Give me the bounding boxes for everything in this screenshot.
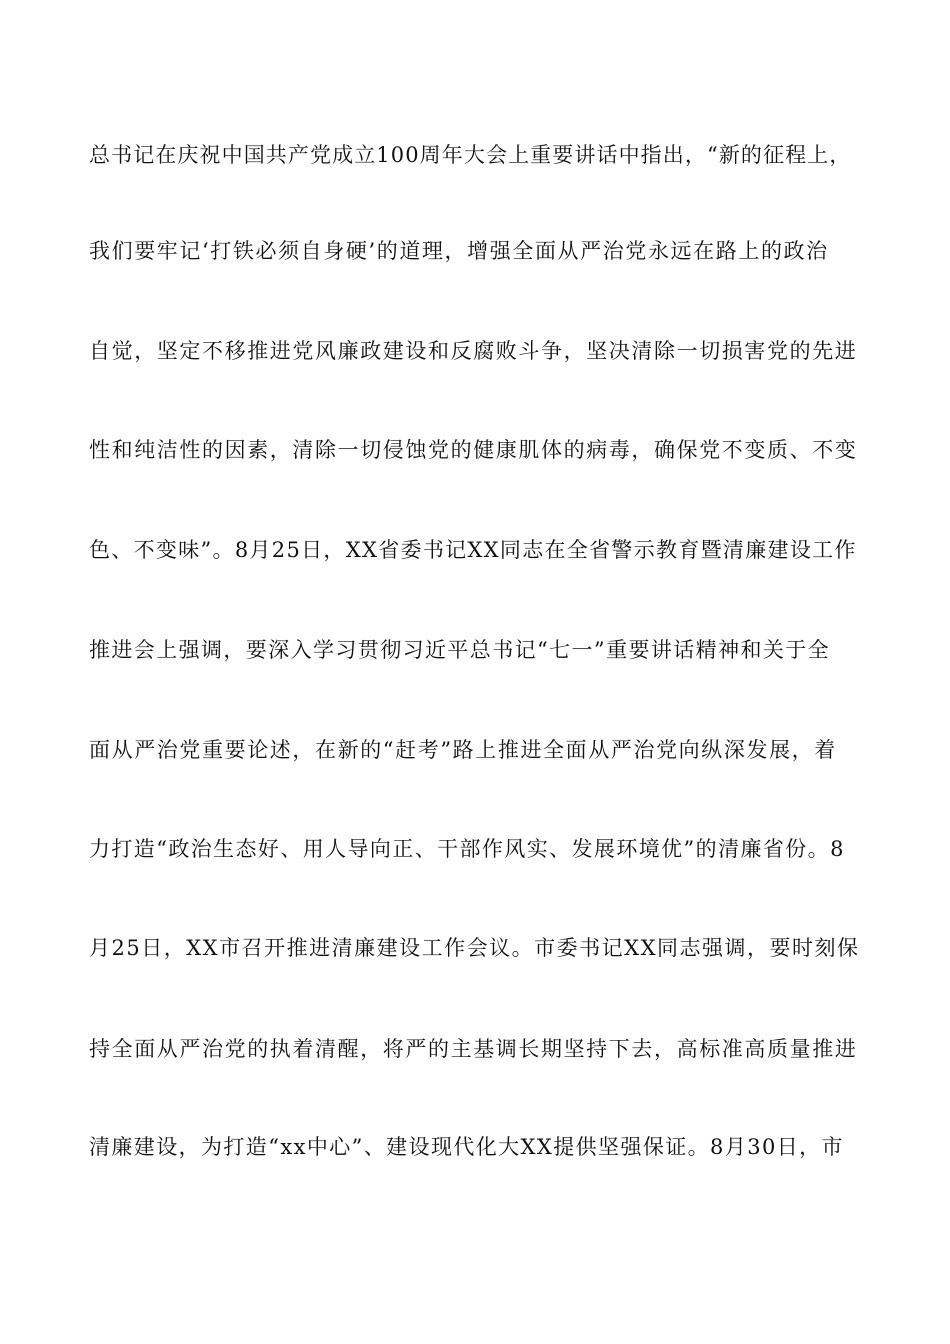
paragraph-line: 月25日，XX市召开推进清廉建设工作会议。市委书记XX同志强调，要时刻保 [89,936,860,960]
paragraph-line: 面从严治党重要论述，在新的“赶考”路上推进全面从严治党向纵深发展，着 [89,738,837,762]
paragraph-line: 总书记在庆祝中国共产党成立100周年大会上重要讲话中指出，“新的征程上， [89,143,852,167]
paragraph-line: 清廉建设，为打造“xx中心”、建设现代化大XX提供坚强保证。8月30日，市 [89,1135,844,1159]
paragraph-line: 自觉，坚定不移推进党风廉政建设和反腐败斗争，坚决清除一切损害党的先进 [89,339,858,363]
paragraph-line: 力打造“政治生态好、用人导向正、干部作风实、发展环境优”的清廉省份。8 [89,837,845,861]
paragraph-line: 我们要牢记‘打铁必须自身硬’的道理，增强全面从严治党永远在路上的政治 [89,239,829,263]
paragraph-line: 性和纯洁性的因素，清除一切侵蚀党的健康肌体的病毒，确保党不变质、不变 [89,438,858,462]
paragraph-line: 推进会上强调，要深入学习贯彻习近平总书记“七一”重要讲话精神和关于全 [89,638,831,662]
paragraph-line: 色、不变味”。8月25日，XX省委书记XX同志在全省警示教育暨清廉建设工作 [89,538,857,562]
paragraph-line: 持全面从严治党的执着清醒，将严的主基调长期坚持下去，高标准高质量推进 [89,1037,858,1061]
